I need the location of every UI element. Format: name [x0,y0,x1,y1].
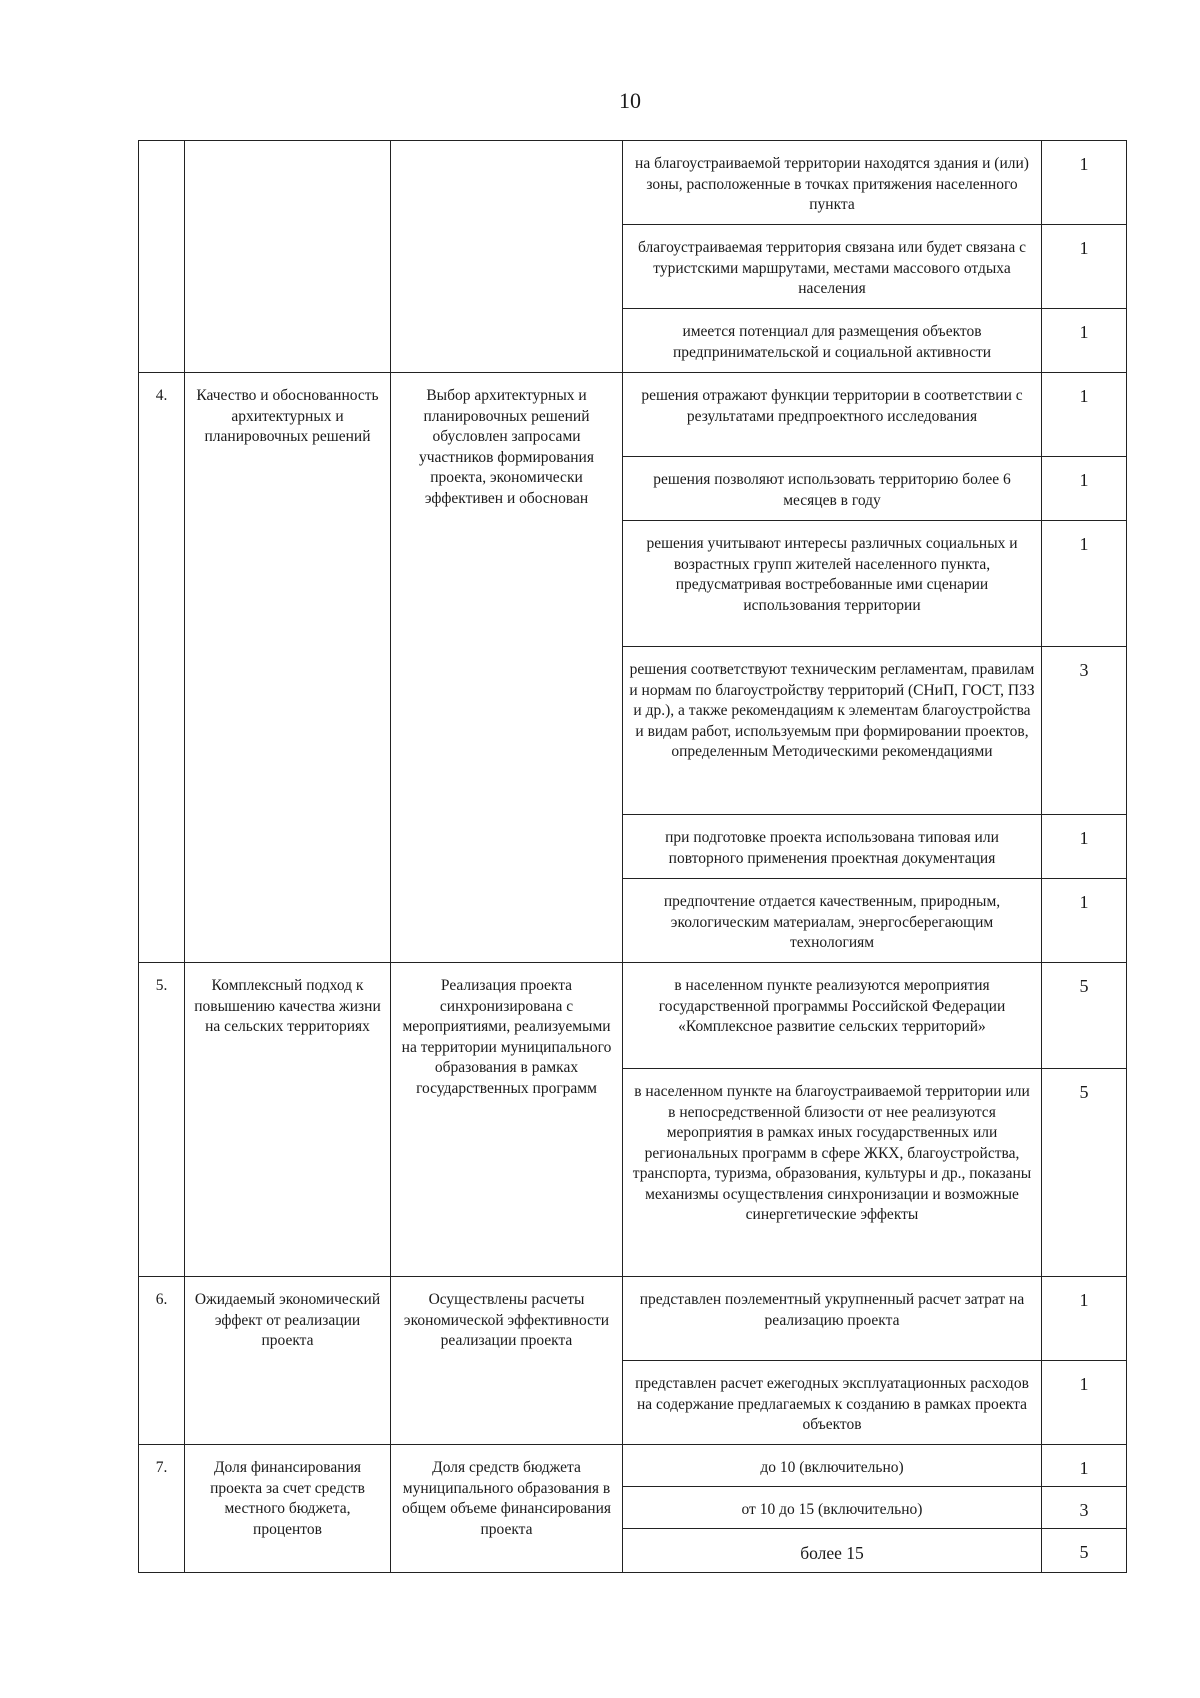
criterion-text: имеется потенциал для размещения объектов предпринимательской и социальной активности [623,309,1042,373]
criterion-score: 1 [1042,1445,1127,1487]
criterion-text: в населенном пункте на благоустраиваемой территории или в непосредственной близости от нее реализуются мероприятия в рамках иных государственных или региональных программ в сфере ЖКХ, благоустройства, транспорта, туризма, образования, культуры и др., показаны механизмы осуществления синхронизации и возможные синергетические эффекты [623,1069,1042,1277]
page-number: 10 [619,88,641,113]
criterion-text: от 10 до 15 (включительно) [623,1487,1042,1529]
criterion-score: 3 [1042,1487,1127,1529]
criterion-score: 3 [1042,647,1127,815]
table-row [139,1277,1127,1361]
criterion-score: 5 [1042,963,1127,1069]
criterion-score: 1 [1042,141,1127,225]
criterion-text: более 15 [623,1529,1042,1573]
group-number: 5. [139,963,185,1277]
criterion-text: решения учитывают интересы различных социальных и возрастных групп жителей населенного пункта, предусматривая востребованные ими сценарии использования территории [623,521,1042,647]
group-name: Ожидаемый экономический эффект от реализации проекта [185,1277,391,1445]
group-number: 4. [139,373,185,963]
group-description: Реализация проекта синхронизирована с мероприятиями, реализуемыми на территории муниципального образования в рамках государственных программ [391,963,623,1277]
criterion-score: 1 [1042,1277,1127,1361]
group-number: 6. [139,1277,185,1445]
criterion-score: 1 [1042,225,1127,309]
criteria-table [138,140,1127,1573]
criterion-score: 1 [1042,879,1127,963]
criterion-text: в населенном пункте реализуются мероприятия государственной программы Российской Федерации «Комплексное развитие сельских территорий» [623,963,1042,1069]
group-name [185,141,391,373]
group-description [391,141,623,373]
criterion-score: 5 [1042,1529,1127,1573]
group-number: 7. [139,1445,185,1573]
criterion-score: 1 [1042,815,1127,879]
group-description: Выбор архитектурных и планировочных решений обусловлен запросами участников формирования проекта, экономически эффективен и обоснован [391,373,623,963]
table-row [139,141,1127,225]
criterion-score: 1 [1042,521,1127,647]
group-name: Доля финансирования проекта за счет средств местного бюджета, процентов [185,1445,391,1573]
group-name: Качество и обоснованность архитектурных и планировочных решений [185,373,391,963]
group-description: Осуществлены расчеты экономической эффективности реализации проекта [391,1277,623,1445]
criterion-text: предпочтение отдается качественным, природным, экологическим материалам, энергосберегающим технологиям [623,879,1042,963]
table-row [139,963,1127,1069]
criterion-text: представлен расчет ежегодных эксплуатационных расходов на содержание предлагаемых к созданию в рамках проекта объектов [623,1361,1042,1445]
criterion-score: 1 [1042,457,1127,521]
criterion-score: 1 [1042,373,1127,457]
criterion-text: при подготовке проекта использована типовая или повторного применения проектная документация [623,815,1042,879]
criterion-text: до 10 (включительно) [623,1445,1042,1487]
group-number [139,141,185,373]
table-row [139,1445,1127,1487]
criterion-score: 5 [1042,1069,1127,1277]
criterion-text: решения позволяют использовать территорию более 6 месяцев в году [623,457,1042,521]
criterion-text: решения отражают функции территории в соответствии с результатами предпроектного исследования [623,373,1042,457]
table-row [139,373,1127,457]
criterion-text: благоустраиваемая территория связана или будет связана с туристскими маршрутами, местами массового отдыха населения [623,225,1042,309]
criterion-text: представлен поэлементный укрупненный расчет затрат на реализацию проекта [623,1277,1042,1361]
criterion-score: 1 [1042,1361,1127,1445]
criterion-text: на благоустраиваемой территории находятся здания и (или) зоны, расположенные в точках притяжения населенного пункта [623,141,1042,225]
group-name: Комплексный подход к повышению качества жизни на сельских территориях [185,963,391,1277]
criterion-text: решения соответствуют техническим регламентам, правилам и нормам по благоустройству территорий (СНиП, ГОСТ, ПЗЗ и др.), а также рекомендациям к элементам благоустройства и видам работ, используемым при формировании проектов, определенным Методическими рекомендациями [623,647,1042,815]
group-description: Доля средств бюджета муниципального образования в общем объеме финансирования проекта [391,1445,623,1573]
criterion-score: 1 [1042,309,1127,373]
